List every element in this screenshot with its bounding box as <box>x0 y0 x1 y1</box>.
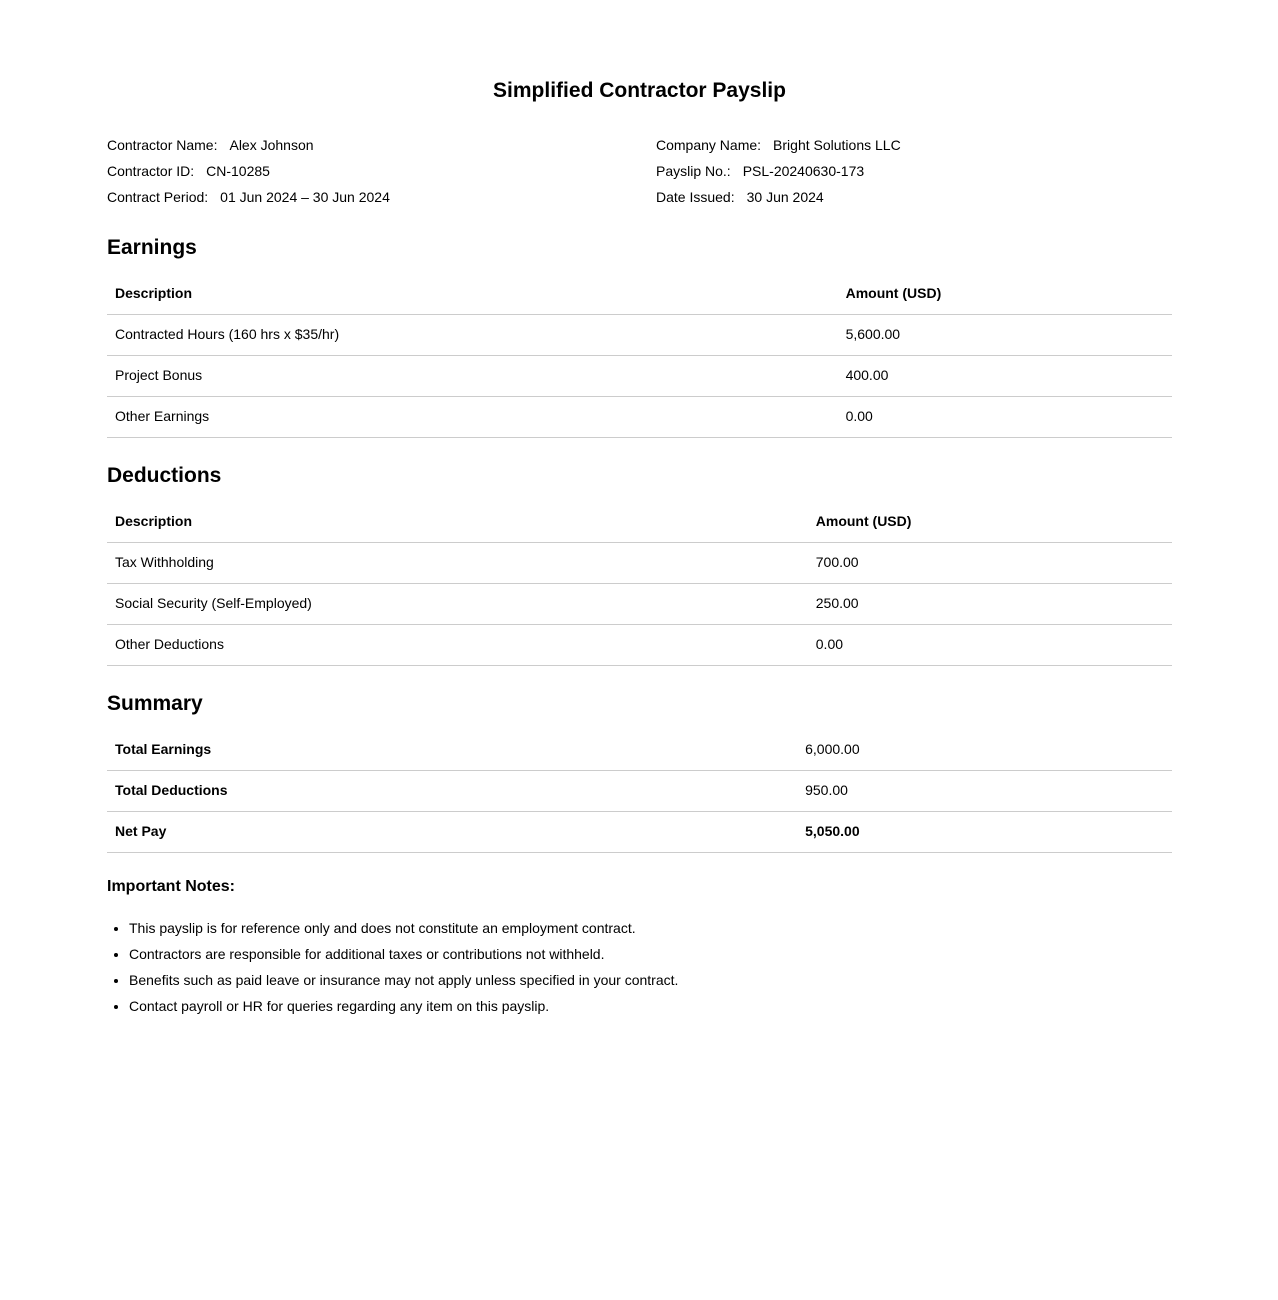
net-pay-row <box>107 812 1172 853</box>
list-item: • Contact payroll or HR for queries regarding any item on this payslip. <box>129 993 1172 1019</box>
important-notes-list <box>107 915 1172 1019</box>
earnings-header-row <box>107 274 1172 315</box>
total-earnings-row <box>107 730 1172 771</box>
contractor-id-label: Contractor ID: <box>107 163 195 179</box>
deductions-row-description: Social Security (Self-Employed) <box>107 584 808 625</box>
deductions-row-description: Tax Withholding <box>107 543 808 584</box>
total-earnings-label: Total Earnings <box>107 730 797 771</box>
contract-period-row <box>107 184 656 210</box>
deductions-row-amount: 700.00 <box>808 543 1172 584</box>
deductions-table <box>107 502 1172 666</box>
date-issued-value: 30 Jun 2024 <box>746 189 824 205</box>
list-item: • Benefits such as paid leave or insurance may not apply unless specified in your contract. <box>129 967 1172 993</box>
total-earnings-value: 6,000.00 <box>797 730 1172 771</box>
company-name-value: Bright Solutions LLC <box>773 137 901 153</box>
payslip-no-value: PSL-20240630-173 <box>742 163 865 179</box>
list-item: • This payslip is for reference only and does not constitute an employment contract. <box>129 915 1172 941</box>
contractor-id-value: CN-10285 <box>206 163 270 179</box>
deductions-row-description: Other Deductions <box>107 625 808 666</box>
total-deductions-label: Total Deductions <box>107 771 797 812</box>
table-row <box>107 625 1172 666</box>
summary-heading: Summary <box>107 692 203 715</box>
payslip-no-row <box>656 158 1172 184</box>
earnings-description-header: Description <box>107 274 838 315</box>
company-name-row <box>656 132 1172 158</box>
deductions-header-row <box>107 502 1172 543</box>
total-deductions-value: 950.00 <box>797 771 1172 812</box>
earnings-row-description: Project Bonus <box>107 356 838 397</box>
earnings-row-amount: 5,600.00 <box>838 315 1172 356</box>
deductions-row-amount: 0.00 <box>808 625 1172 666</box>
table-row <box>107 356 1172 397</box>
date-issued-label: Date Issued: <box>656 189 735 205</box>
earnings-row-amount: 0.00 <box>838 397 1172 438</box>
contractor-name-row <box>107 132 656 158</box>
earnings-heading: Earnings <box>107 236 197 259</box>
deductions-heading: Deductions <box>107 464 222 487</box>
contract-period-label: Contract Period: <box>107 189 209 205</box>
net-pay-label: Net Pay <box>107 812 797 853</box>
date-issued-row <box>656 184 1172 210</box>
company-name-label: Company Name: <box>656 137 762 153</box>
table-row <box>107 397 1172 438</box>
contract-period-value: 01 Jun 2024 – 30 Jun 2024 <box>220 189 390 205</box>
important-notes-heading: Important Notes: <box>107 878 235 895</box>
contractor-name-label: Contractor Name: <box>107 137 218 153</box>
earnings-table <box>107 274 1172 438</box>
contractor-id-row <box>107 158 656 184</box>
header-info <box>107 132 1172 210</box>
net-pay-value: 5,050.00 <box>797 812 1172 853</box>
table-row <box>107 315 1172 356</box>
header-info-left <box>107 132 656 210</box>
table-row <box>107 584 1172 625</box>
earnings-row-description: Other Earnings <box>107 397 838 438</box>
payslip-no-label: Payslip No.: <box>656 163 731 179</box>
list-item: • Contractors are responsible for additional taxes or contributions not withheld. <box>129 941 1172 967</box>
summary-table <box>107 730 1172 853</box>
total-deductions-row <box>107 771 1172 812</box>
deductions-amount-header: Amount (USD) <box>808 502 1172 543</box>
deductions-row-amount: 250.00 <box>808 584 1172 625</box>
earnings-amount-header: Amount (USD) <box>838 274 1172 315</box>
page-title: Simplified Contractor Payslip <box>493 79 786 102</box>
table-row <box>107 543 1172 584</box>
header-info-right <box>656 132 1172 210</box>
contractor-name-value: Alex Johnson <box>229 137 314 153</box>
deductions-description-header: Description <box>107 502 808 543</box>
earnings-row-amount: 400.00 <box>838 356 1172 397</box>
earnings-row-description: Contracted Hours (160 hrs x $35/hr) <box>107 315 838 356</box>
